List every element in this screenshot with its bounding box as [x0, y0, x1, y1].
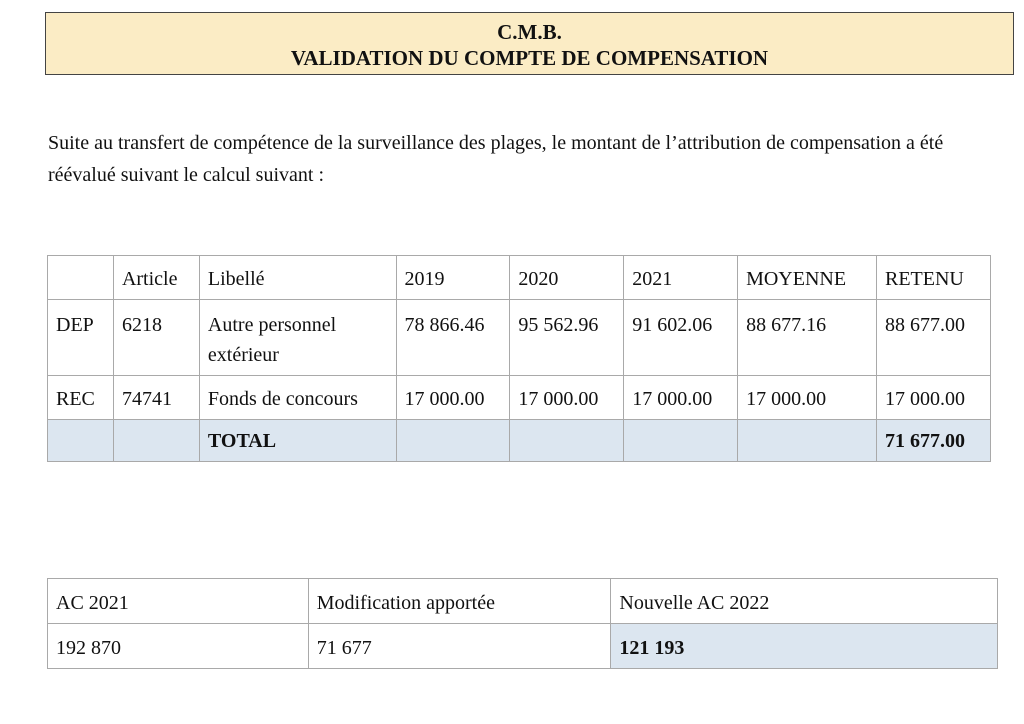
- total-cell: [396, 420, 510, 462]
- header-cell: AC 2021: [48, 579, 309, 624]
- table-cell: 17 000.00: [877, 376, 991, 420]
- table-cell: DEP: [48, 300, 114, 376]
- title-box: [45, 12, 1014, 75]
- intro-paragraph: Suite au transfert de compétence de la surveillance des plages, le montant de l’attribution de compensation a été réévalué suivant le calcul suivant :: [48, 132, 944, 186]
- table-header-row: [48, 256, 991, 300]
- total-cell: [510, 420, 624, 462]
- table-row: [48, 300, 991, 376]
- header-cell: Nouvelle AC 2022: [611, 579, 998, 624]
- table-cell: 17 000.00: [738, 376, 877, 420]
- total-cell: [624, 420, 738, 462]
- header-cell: RETENU: [877, 256, 991, 300]
- table-cell: Autre personnel extérieur: [199, 300, 396, 376]
- header-cell: Modification apportée: [308, 579, 611, 624]
- table-row: [48, 624, 998, 669]
- table-cell: 17 000.00: [510, 376, 624, 420]
- table-cell: 91 602.06: [624, 300, 738, 376]
- table-cell: 88 677.16: [738, 300, 877, 376]
- total-cell: [113, 420, 199, 462]
- header-cell: 2021: [624, 256, 738, 300]
- total-cell: [738, 420, 877, 462]
- total-cell: [48, 420, 114, 462]
- table-cell: 17 000.00: [624, 376, 738, 420]
- table-cell: 78 866.46: [396, 300, 510, 376]
- modification-value: 71 677: [308, 624, 611, 669]
- header-cell: 2020: [510, 256, 624, 300]
- table-row: [48, 376, 991, 420]
- total-label: TOTAL: [199, 420, 396, 462]
- table-cell: 88 677.00: [877, 300, 991, 376]
- table-header-row: [48, 579, 998, 624]
- title-line-2: VALIDATION DU COMPTE DE COMPENSATION: [290, 46, 769, 70]
- table-cell: 74741: [113, 376, 199, 420]
- header-cell: Libellé: [199, 256, 396, 300]
- table-cell: Fonds de concours: [199, 376, 396, 420]
- header-cell: [48, 256, 114, 300]
- calculation-table: [47, 255, 991, 462]
- table-cell: 17 000.00: [396, 376, 510, 420]
- new-ac-2022-value: 121 193: [611, 624, 998, 669]
- ac-2021-value: 192 870: [48, 624, 309, 669]
- table-cell: REC: [48, 376, 114, 420]
- ac-summary-table: [47, 578, 998, 669]
- table-cell: 95 562.96: [510, 300, 624, 376]
- header-cell: Article: [113, 256, 199, 300]
- header-cell: MOYENNE: [738, 256, 877, 300]
- total-row: [48, 420, 991, 462]
- total-value: 71 677.00: [877, 420, 991, 462]
- header-cell: 2019: [396, 256, 510, 300]
- title-line-1: C.M.B.: [497, 20, 562, 44]
- table-cell: 6218: [113, 300, 199, 376]
